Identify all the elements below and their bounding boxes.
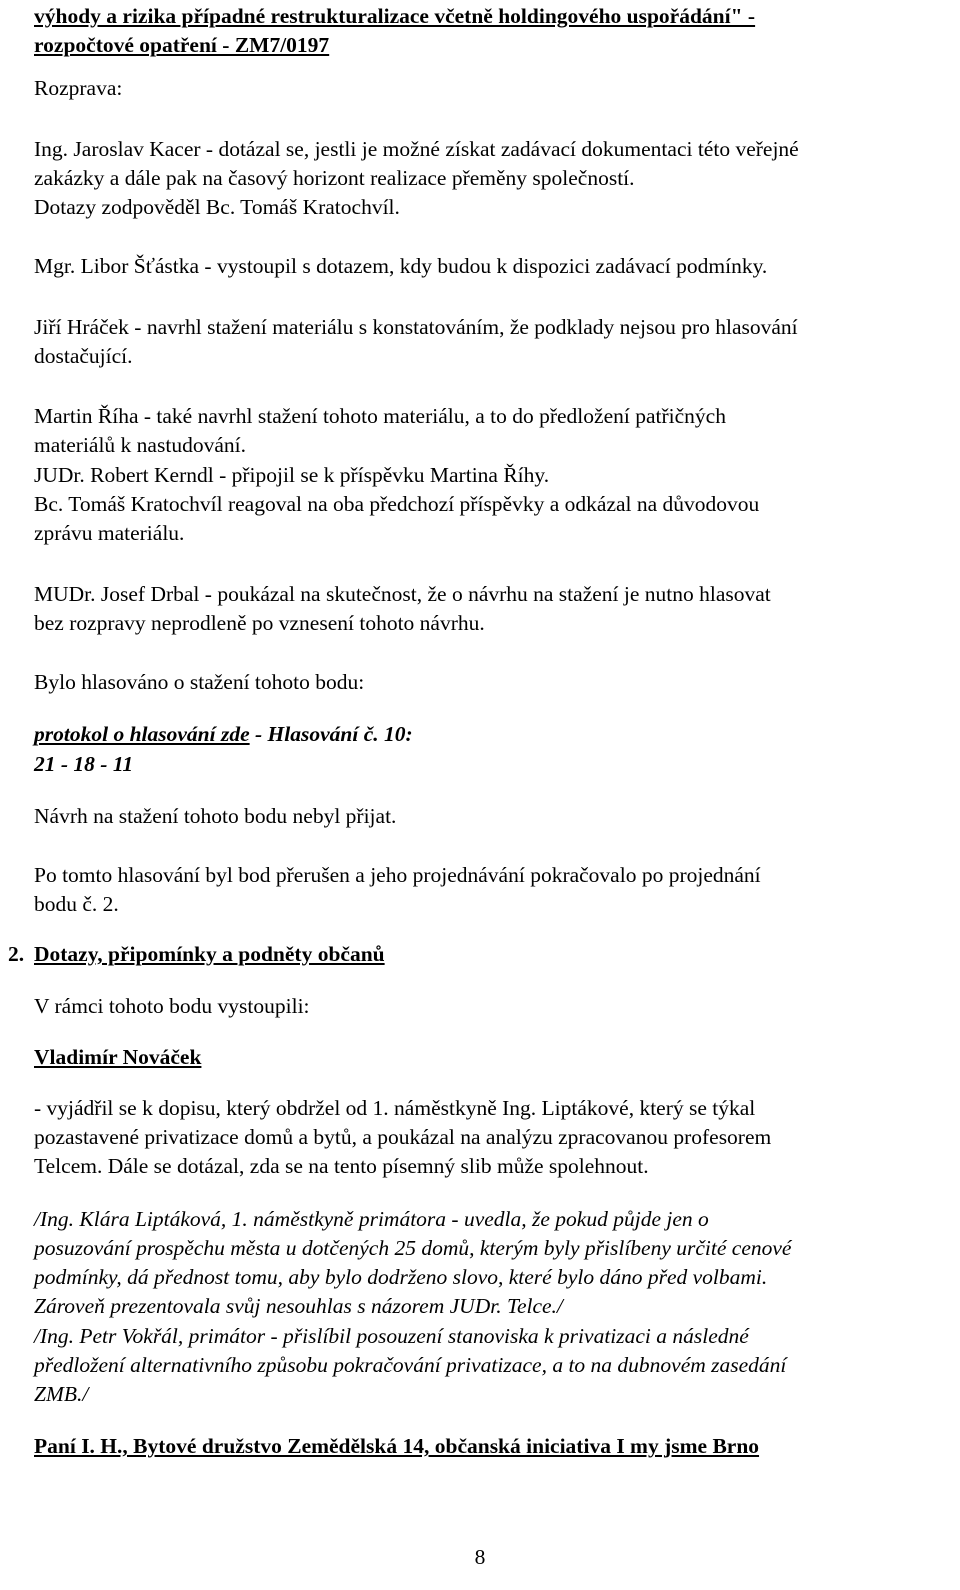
- speakers-intro: V rámci tohoto bodu vystoupili:: [34, 994, 310, 1018]
- speaker-name-novacek: Vladimír Nováček: [34, 1045, 202, 1069]
- novacek-line-3: Telcem. Dále se dotázal, zda se na tento písemný slib může spolehnout.: [34, 1154, 649, 1178]
- drbal-line-2: bez rozpravy neprodleně po vznesení tohoto návrhu.: [34, 611, 485, 635]
- drbal-line-1: MUDr. Josef Drbal - poukázal na skutečnost, že o návrhu na stažení je nutno hlasovat: [34, 582, 771, 606]
- discussion-label: Rozprava:: [34, 76, 123, 100]
- interruption-line-1: Po tomto hlasování byl bod přerušen a jeho projednávání pokračovalo po projednání: [34, 863, 761, 887]
- agenda-item-title-line-2: rozpočtové opatření - ZM7/0197: [34, 33, 330, 57]
- kratochvil-line-1: Bc. Tomáš Kratochvíl reagoval na oba předchozí příspěvky a odkázal na důvodovou: [34, 492, 760, 516]
- vote-line: [34, 720, 413, 749]
- kerndl-paragraph: JUDr. Robert Kerndl - připojil se k příspěvku Martina Říhy.: [34, 463, 550, 487]
- vote-protocol-link[interactable]: protokol o hlasování zde: [34, 722, 250, 746]
- section-number: 2.: [8, 942, 25, 966]
- novacek-line-2: pozastavené privatizace domů a bytů, a poukázal na analýzu zpracovanou profesorem: [34, 1125, 772, 1149]
- interruption-line-2: bodu č. 2.: [34, 892, 119, 916]
- riha-line-2: materiálů k nastudování.: [34, 433, 246, 457]
- stastka-paragraph: Mgr. Libor Šťástka - vystoupil s dotazem, kdy budou k dispozici zadávací podmínky.: [34, 254, 768, 278]
- novacek-line-1: - vyjádřil se k dopisu, který obdržel od 1. náměstkyně Ing. Liptákové, který se týkal: [34, 1096, 756, 1120]
- vokral-line-1: /Ing. Petr Vokřál, primátor - přislíbil posouzení stanoviska k privatizaci a následné: [34, 1324, 749, 1348]
- liptakova-line-3: podmínky, dá přednost tomu, aby bylo dodrženo slovo, které bylo dáno před volbami.: [34, 1265, 768, 1289]
- riha-line-1: Martin Říha - také navrhl stažení tohoto materiálu, a to do předložení patřičných: [34, 404, 726, 428]
- vote-intro: Bylo hlasováno o stažení tohoto bodu:: [34, 670, 365, 694]
- kacer-line-1: Ing. Jaroslav Kacer - dotázal se, jestli je možné získat zadávací dokumentaci této veřejné: [34, 137, 799, 161]
- hracek-line-2: dostačující.: [34, 344, 133, 368]
- vote-result: 21 - 18 - 11: [34, 752, 134, 776]
- kratochvil-line-2: zprávu materiálu.: [34, 521, 185, 545]
- agenda-item-title-line-1: výhody a rizika případné restrukturalizace včetně holdingového uspořádání" -: [34, 4, 756, 28]
- hracek-line-1: Jiří Hráček - navrhl stažení materiálu s konstatováním, že podklady nejsou pro hlasování: [34, 315, 798, 339]
- vokral-line-2: předložení alternativního způsobu pokračování privatizace, a to na dubnovém zasedání: [34, 1353, 787, 1377]
- page-number: 8: [474, 1545, 486, 1569]
- vote-outcome: Návrh na stažení tohoto bodu nebyl přijat.: [34, 804, 397, 828]
- vote-number-label: - Hlasování č. 10:: [249, 722, 413, 746]
- section-title: Dotazy, připomínky a podněty občanů: [34, 942, 385, 966]
- kacer-line-3: Dotazy zodpověděl Bc. Tomáš Kratochvíl.: [34, 195, 400, 219]
- liptakova-line-4: Zároveň prezentovala svůj nesouhlas s názorem JUDr. Telce./: [34, 1294, 563, 1318]
- liptakova-line-2: posuzování prospěchu města u dotčených 25 domů, kterým byly přislíbeny určité cenové: [34, 1236, 792, 1260]
- liptakova-line-1: /Ing. Klára Liptáková, 1. náměstkyně primátora - uvedla, že pokud půjde jen o: [34, 1207, 709, 1231]
- speaker-name-last: Paní I. H., Bytové družstvo Zemědělská 14, občanská iniciativa I my jsme Brno: [34, 1434, 760, 1458]
- vokral-line-3: ZMB./: [34, 1382, 89, 1406]
- kacer-line-2: zakázky a dále pak na časový horizont realizace přeměny společností.: [34, 166, 635, 190]
